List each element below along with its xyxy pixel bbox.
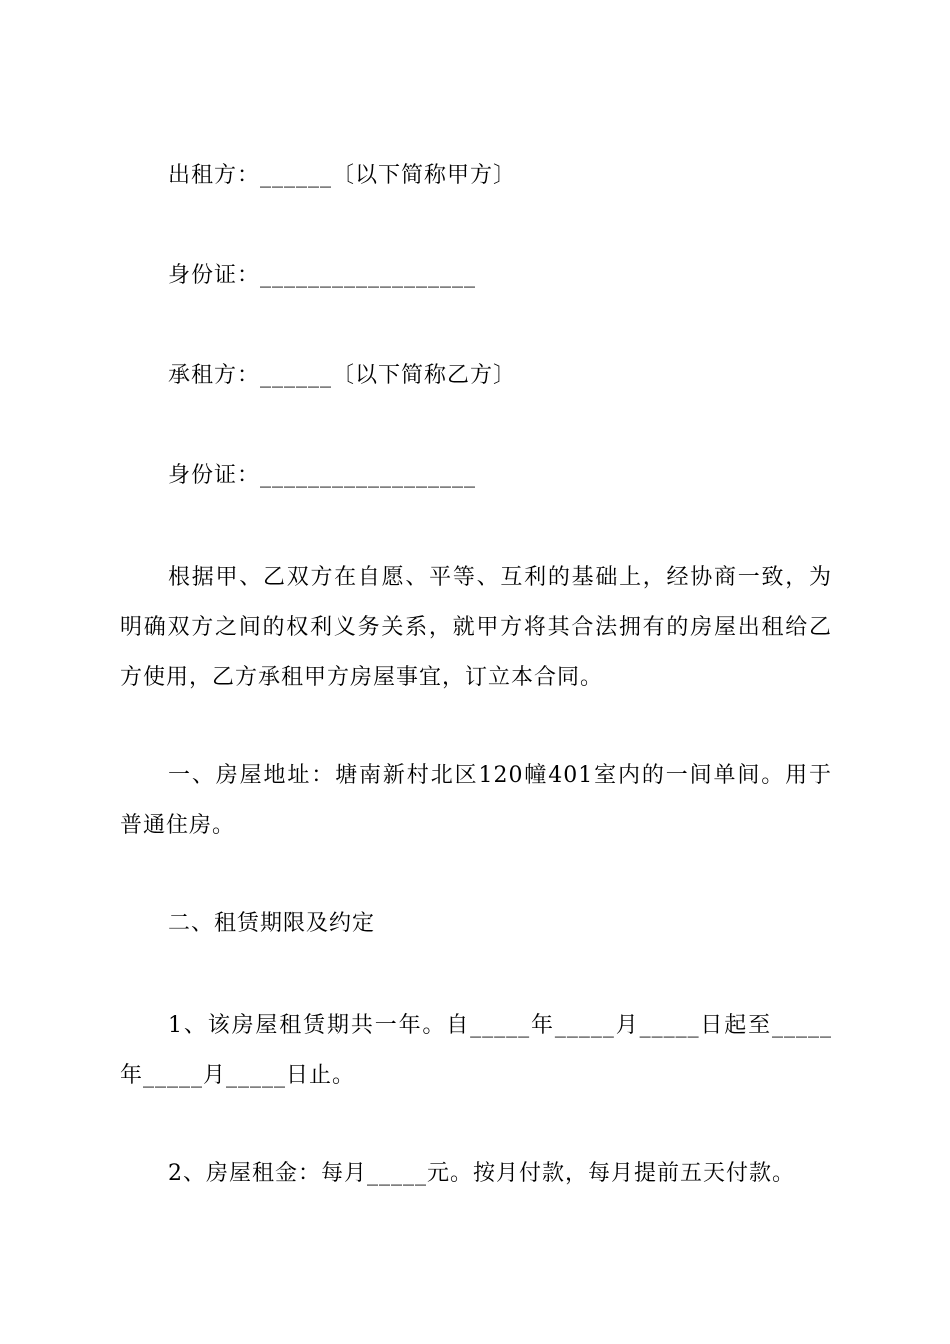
lessee-id-line: 身份证：__________________	[168, 463, 477, 488]
lessor-line: 出租方：______〔以下简称甲方〕	[168, 163, 517, 188]
clause-2-title: 二、租赁期限及约定	[168, 911, 376, 936]
lessee-line: 承租方：______〔以下简称乙方〕	[168, 363, 517, 388]
lessor-id-line: 身份证：__________________	[168, 263, 477, 288]
item-2-paragraph: 2、房屋租金：每月_____元。按月付款，每月提前五天付款。	[168, 1161, 795, 1186]
preamble-paragraph: 根据甲、乙双方在自愿、平等、互利的基础上，经协商一致，为明确双方之间的权利义务关系，就甲方将其合法拥有的房屋出租给乙方使用，乙方承租甲方房屋事宜，订立本合同。	[120, 565, 832, 690]
clause-1-paragraph: 一、房屋地址：塘南新村北区120幢401室内的一间单间。用于普通住房。	[120, 763, 832, 838]
item-1-paragraph: 1、该房屋租赁期共一年。自_____年_____月_____日起至_____年_____月_____日止。	[120, 1013, 832, 1088]
